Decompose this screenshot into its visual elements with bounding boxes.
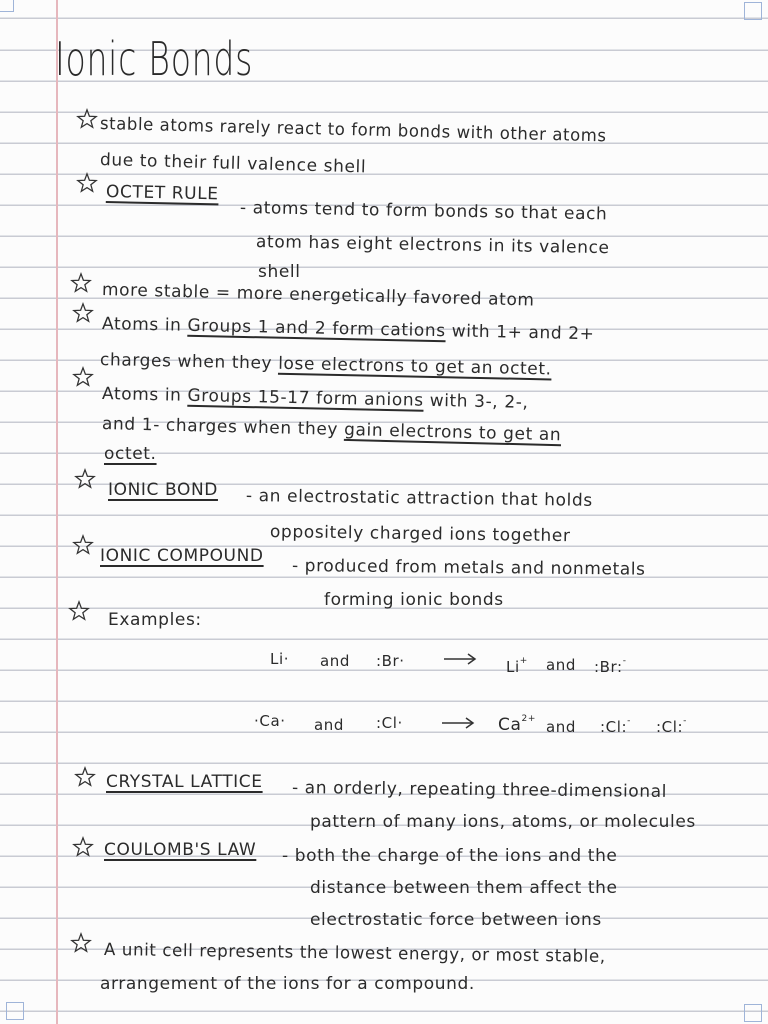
examples-heading: Examples: (108, 610, 202, 630)
and-text: and (546, 718, 577, 736)
bromide-ion: :Br:- (594, 656, 627, 676)
note-line: arrangement of the ions for a compound. (100, 974, 475, 994)
chloride-ion: :Cl:- (656, 716, 688, 736)
star-bullet-icon (74, 766, 96, 788)
and-text: and (546, 656, 577, 674)
definition-line: - an orderly, repeating three-dimensional (291, 778, 668, 802)
star-bullet-icon (72, 836, 94, 858)
definition-line: shell (258, 262, 301, 282)
definition-line: - both the charge of the ions and the (282, 846, 618, 866)
star-bullet-icon (76, 172, 98, 194)
star-bullet-icon (72, 366, 94, 388)
corner-mark-top-right (744, 2, 762, 20)
term-coulombs-law: COULOMB'S LAW (104, 840, 257, 860)
and-text: and (314, 716, 345, 734)
definition-line: electrostatic force between ions (310, 910, 602, 930)
star-bullet-icon (76, 108, 98, 130)
term-octet-rule: OCTET RULE (105, 182, 219, 205)
definition-line: - produced from metals and nonmetals (291, 556, 646, 580)
corner-mark-top-left (0, 0, 14, 12)
star-bullet-icon (74, 468, 96, 490)
lewis-li: Li· (270, 650, 290, 668)
star-bullet-icon (68, 600, 90, 622)
term-ionic-bond: IONIC BOND (108, 480, 218, 500)
reaction-arrow-icon (442, 652, 478, 666)
definition-line: - an electrostatic attraction that holds (245, 486, 593, 511)
note-line: charges when they lose electrons to get an octet. (99, 350, 552, 380)
and-text: and (320, 652, 351, 670)
definition-line: atom has eight electrons in its valence (255, 232, 610, 259)
note-line: stable atoms rarely react to form bonds with other atoms (99, 114, 607, 147)
definition-line: distance between them affect the (310, 878, 618, 898)
corner-mark-bottom-right (744, 1004, 762, 1022)
note-line: and 1- charges when they gain electrons to get an (101, 414, 562, 446)
margin-line (56, 0, 58, 1024)
lithium-ion: Li+ (506, 656, 528, 676)
definition-line: pattern of many ions, atoms, or molecules (310, 812, 696, 832)
reaction-arrow-icon (440, 716, 476, 730)
lewis-ca: ·Ca· (254, 712, 286, 730)
star-bullet-icon (72, 534, 94, 556)
chloride-ion: :Cl:- (600, 716, 632, 736)
lewis-cl: :Cl· (376, 714, 403, 732)
note-line: octet. (104, 444, 157, 464)
corner-mark-bottom-left (6, 1002, 24, 1020)
calcium-ion: $Ca^{2+}$ (498, 714, 536, 735)
star-bullet-icon (70, 932, 92, 954)
definition-line: forming ionic bonds (324, 590, 504, 610)
note-line: Atoms in Groups 1 and 2 form cations with 1+ and 2+ (101, 314, 595, 345)
term-ionic-compound: IONIC COMPOUND (100, 546, 264, 566)
page-title: Ionic Bonds (55, 32, 254, 86)
star-bullet-icon (72, 302, 94, 324)
definition-line: oppositely charged ions together (269, 522, 571, 547)
note-line: A unit cell represents the lowest energy, or most stable, (103, 940, 606, 968)
term-crystal-lattice: CRYSTAL LATTICE (106, 772, 263, 792)
lewis-br: :Br· (376, 652, 405, 670)
note-line: Atoms in Groups 15-17 form anions with 3-, 2-, (101, 384, 529, 413)
star-bullet-icon (70, 272, 92, 294)
note-line: more stable = more energetically favored atom (101, 280, 535, 311)
definition-line: - atoms tend to form bonds so that each (239, 198, 608, 225)
note-line: due to their full valence shell (99, 150, 367, 178)
